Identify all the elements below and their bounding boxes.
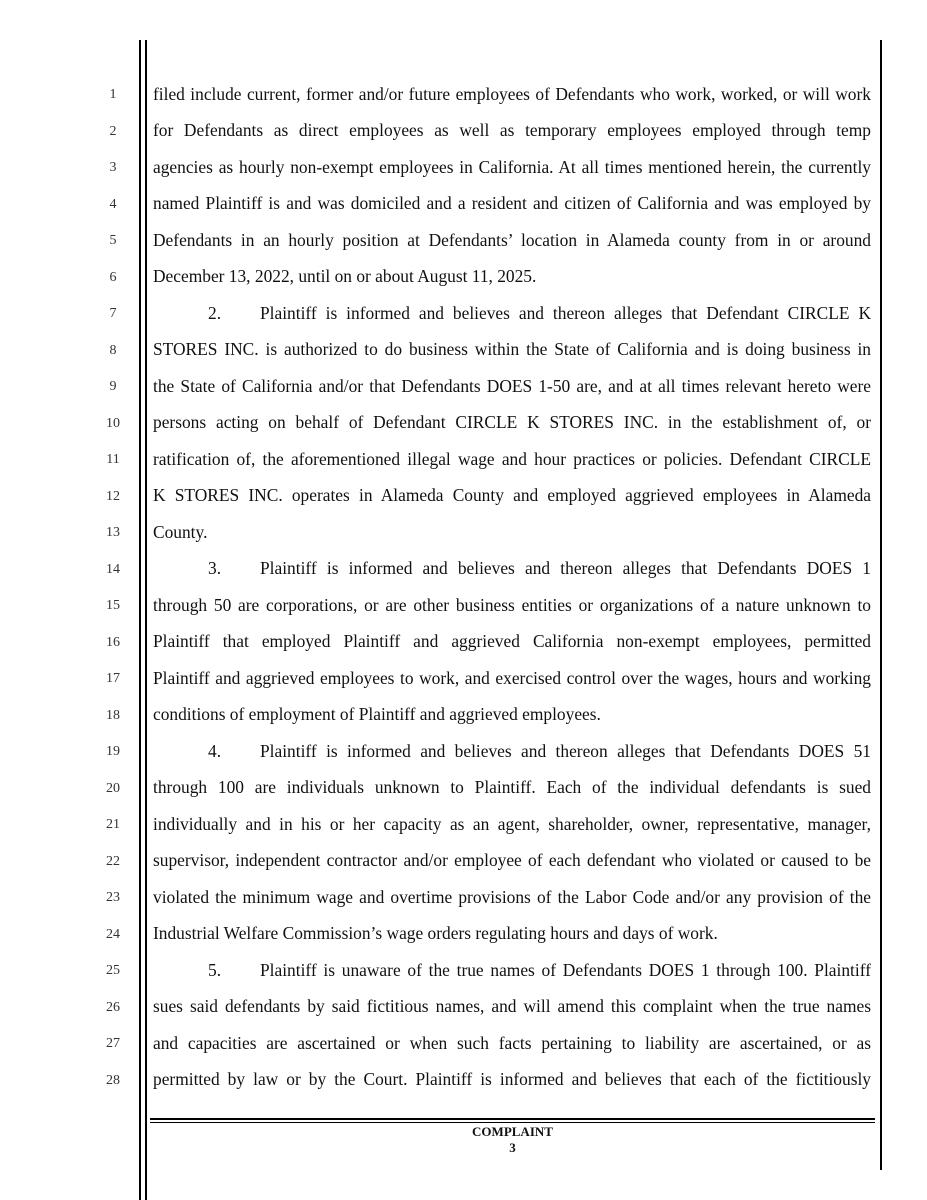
body-line: and capacities are ascertained or when such facts pertaining to liability are ascertained, or as (153, 1033, 871, 1053)
line-number: 25 (106, 963, 120, 978)
body-line: Plaintiff that employed Plaintiff and aggrieved California non-exempt employees, permitted (153, 631, 871, 651)
line-number: 24 (106, 927, 120, 942)
paragraph-3-first-line (153, 557, 871, 579)
body-line: conditions of employment of Plaintiff and aggrieved employees. (153, 704, 601, 724)
body-line: County. (153, 522, 208, 542)
body-line: agencies as hourly non-exempt employees in California. At all times mentioned herein, the currently (153, 157, 871, 177)
body-line-text: Plaintiff is informed and believes and thereon alleges that Defendants DOES 51 (260, 741, 871, 761)
paragraph-number: 2. (208, 303, 222, 323)
body-line: December 13, 2022, until on or about August 11, 2025. (153, 266, 537, 286)
body-line: permitted by law or by the Court. Plaintiff is informed and believes that each of the fictitiously (153, 1069, 871, 1089)
footer-rule-thick (150, 1118, 875, 1120)
footer-rule-thin (150, 1122, 875, 1123)
line-number: 23 (106, 890, 120, 905)
line-number: 4 (109, 197, 117, 212)
line-number: 13 (106, 525, 120, 540)
line-number: 27 (106, 1036, 120, 1051)
line-number: 5 (109, 233, 117, 248)
line-number: 3 (109, 160, 117, 175)
line-number: 26 (106, 1000, 120, 1015)
left-margin-rule-inner (145, 40, 147, 1200)
line-number: 15 (106, 598, 120, 613)
paragraph-number: 5. (208, 960, 222, 980)
body-line-text: Plaintiff is informed and believes and thereon alleges that Defendants DOES 1 (260, 558, 871, 578)
line-number: 20 (106, 781, 120, 796)
line-number: 1 (109, 87, 117, 102)
body-line: Industrial Welfare Commission’s wage orders regulating hours and days of work. (153, 923, 718, 943)
body-line: the State of California and/or that Defendants DOES 1-50 are, and at all times relevant hereto were (153, 376, 871, 396)
body-line: through 50 are corporations, or are other business entities or organizations of a nature unknown to (153, 595, 871, 615)
page-number: 3 (509, 1140, 516, 1155)
line-number: 19 (106, 744, 120, 759)
line-number: 11 (106, 452, 120, 467)
body-line: persons acting on behalf of Defendant CIRCLE K STORES INC. in the establishment of, or (153, 412, 871, 432)
left-margin-rule-outer (139, 40, 141, 1200)
line-number: 2 (109, 124, 117, 139)
paragraph-4-first-line (153, 740, 871, 762)
line-number: 22 (106, 854, 120, 869)
body-line-text: Plaintiff is unaware of the true names of Defendants DOES 1 through 100. Plaintiff (260, 960, 871, 980)
body-line: violated the minimum wage and overtime provisions of the Labor Code and/or any provision of the (153, 887, 871, 907)
line-number: 12 (106, 489, 120, 504)
right-margin-rule (880, 40, 882, 1170)
paragraph-number: 3. (208, 558, 222, 578)
body-line: for Defendants as direct employees as well as temporary employees employed through temp (153, 120, 871, 140)
line-number: 14 (106, 562, 120, 577)
body-line: filed include current, former and/or future employees of Defendants who work, worked, or will work (153, 84, 871, 104)
line-number: 9 (109, 379, 117, 394)
body-line-text: Plaintiff is informed and believes and thereon alleges that Defendant CIRCLE K (260, 303, 871, 323)
body-line: through 100 are individuals unknown to Plaintiff. Each of the individual defendants is sued (153, 777, 871, 797)
body-line: sues said defendants by said fictitious names, and will amend this complaint when the true names (153, 996, 871, 1016)
body-line: Plaintiff and aggrieved employees to work, and exercised control over the wages, hours and working (153, 668, 871, 688)
line-number: 16 (106, 635, 120, 650)
line-number: 10 (106, 416, 120, 431)
line-number: 18 (106, 708, 120, 723)
line-number: 21 (106, 817, 120, 832)
body-line: Defendants in an hourly position at Defendants’ location in Alameda county from in or around (153, 230, 871, 250)
line-number: 17 (106, 671, 120, 686)
body-line: named Plaintiff is and was domiciled and a resident and citizen of California and was employed by (153, 193, 871, 213)
paragraph-2-first-line (153, 302, 871, 324)
line-number: 7 (109, 306, 117, 321)
body-line: individually and in his or her capacity as an agent, shareholder, owner, representative, manager, (153, 814, 871, 834)
body-line: STORES INC. is authorized to do business within the State of California and is doing business in (153, 339, 871, 359)
line-number: 28 (106, 1073, 120, 1088)
paragraph-5-first-line (153, 959, 871, 981)
body-line: supervisor, independent contractor and/or employee of each defendant who violated or caused to be (153, 850, 871, 870)
footer-title: COMPLAINT (472, 1124, 553, 1139)
body-line: ratification of, the aforementioned illegal wage and hour practices or policies. Defendant CIRCLE (153, 449, 871, 469)
paragraph-number: 4. (208, 741, 222, 761)
body-line: K STORES INC. operates in Alameda County and employed aggrieved employees in Alameda (153, 485, 871, 505)
line-number: 6 (109, 270, 117, 285)
line-number: 8 (109, 343, 117, 358)
